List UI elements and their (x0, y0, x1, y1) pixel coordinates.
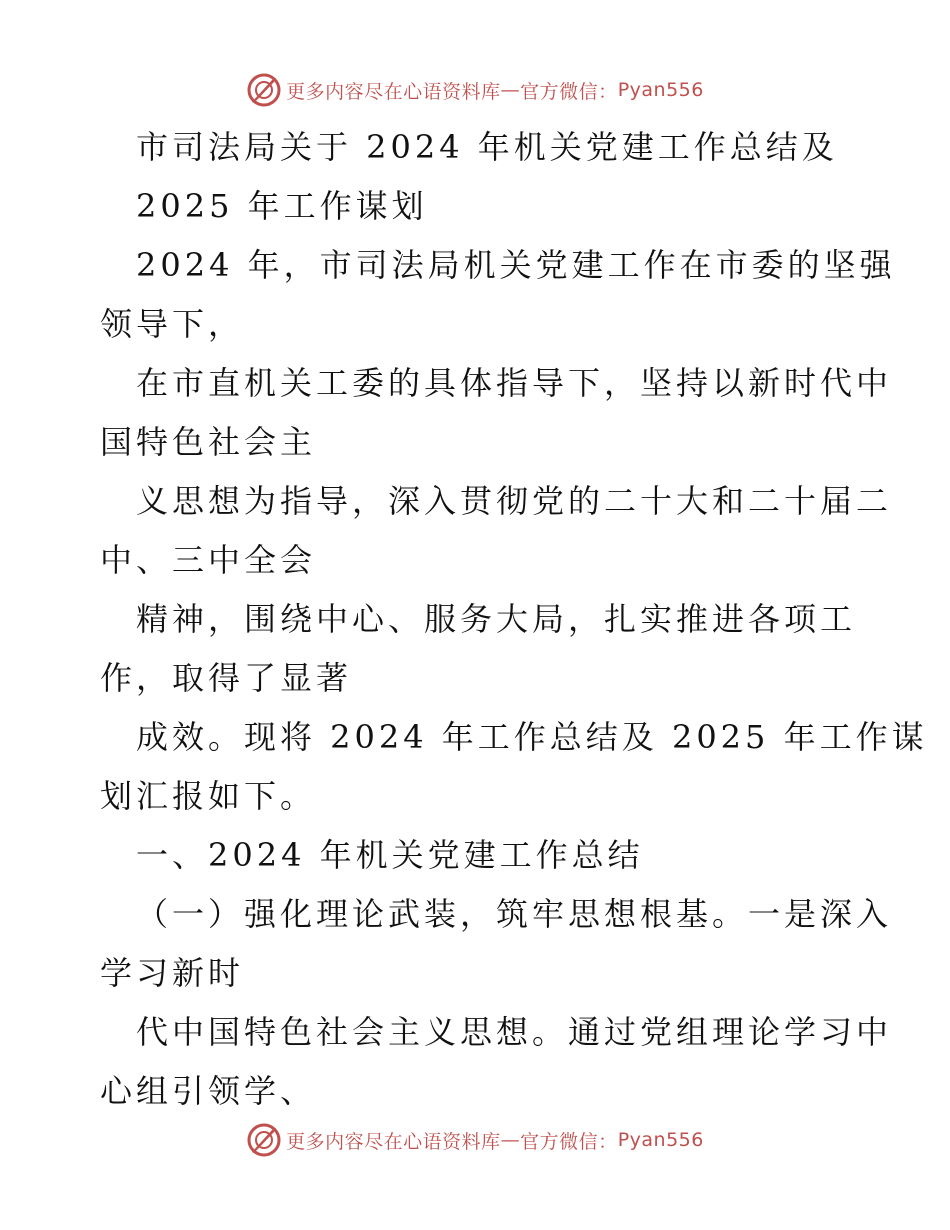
banner-wechat-id: Pyan556 (617, 1129, 704, 1151)
banner-wechat-label: 官方微信： (520, 80, 618, 103)
paragraph-line: 划汇报如下。 (100, 777, 317, 815)
paragraph-line: 成效。现将 2024 年工作总结及 2025 年工作谋 (136, 718, 928, 756)
paragraph-line: 代中国特色社会主义思想。通过党组理论学习中 (136, 1013, 893, 1051)
paragraph-line: 国特色社会主 (100, 423, 317, 461)
paragraph-line: 在市直机关工委的具体指导下，坚持以新时代中 (136, 364, 893, 402)
banner-brand: 更多内容尽在心语资料库 (286, 80, 501, 103)
banner-dash: — (500, 1129, 521, 1151)
banner-dash: — (500, 79, 521, 101)
document-body (100, 118, 928, 1121)
title-line-1: 市司法局关于 2024 年机关党建工作总结及 (136, 128, 838, 166)
quill-logo-icon (246, 1122, 282, 1158)
paragraph-line: 2024 年，市司法局机关党建工作在市委的坚强 (136, 246, 896, 284)
paragraph-line: 中、三中全会 (100, 541, 317, 579)
paragraph-line: 作，取得了显著 (100, 659, 353, 697)
banner-brand: 更多内容尽在心语资料库 (286, 1130, 501, 1153)
paragraph-line: 心组引领学、 (100, 1072, 317, 1110)
quill-logo-icon (246, 72, 282, 108)
banner-wechat-id: Pyan556 (617, 79, 704, 101)
paragraph-line: 义思想为指导，深入贯彻党的二十大和二十届二 (136, 482, 893, 520)
watermark-banner-top (0, 70, 950, 110)
section-heading: 一、2024 年机关党建工作总结 (136, 836, 644, 874)
paragraph-line: 精神，围绕中心、服务大局，扎实推进各项工 (136, 600, 857, 638)
paragraph-line: 学习新时 (100, 954, 245, 992)
banner-wechat-label: 官方微信： (520, 1130, 618, 1153)
paragraph-line: （一）强化理论武装，筑牢思想根基。一是深入 (136, 895, 893, 933)
paragraph-line: 领导下， (100, 305, 245, 343)
watermark-banner-bottom (0, 1120, 950, 1160)
title-line-2: 2025 年工作谋划 (136, 187, 428, 225)
